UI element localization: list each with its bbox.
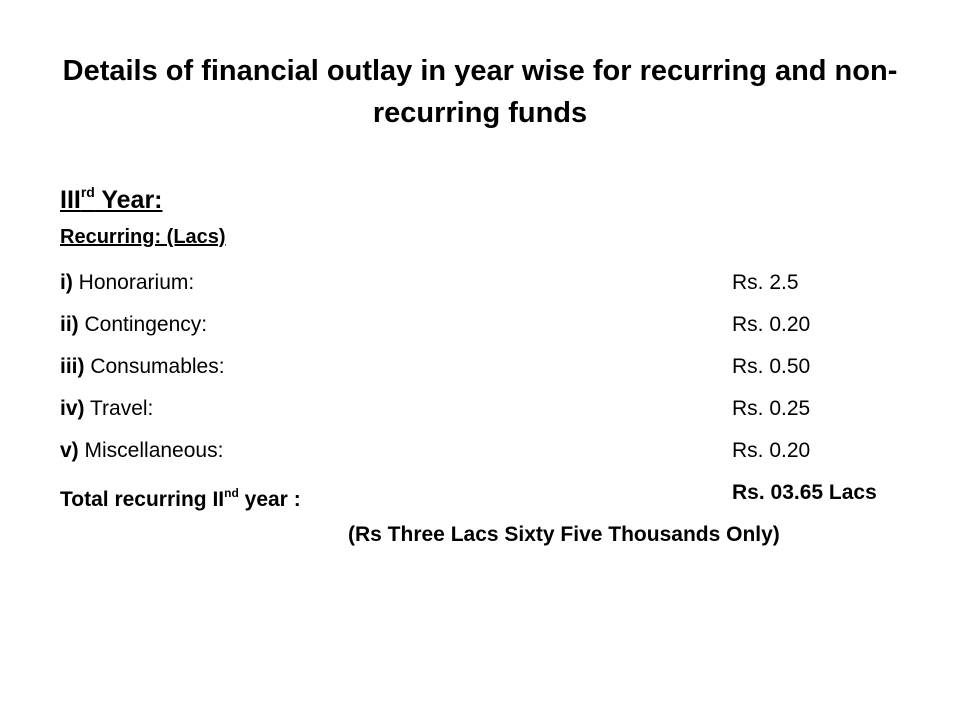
- line-item-consumables: [60, 350, 920, 384]
- line-item-amount: Rs. 0.20: [732, 313, 811, 336]
- year-heading-rest: Year:: [94, 186, 163, 214]
- line-item-number: ii): [60, 313, 79, 336]
- line-item-number: i): [60, 271, 73, 294]
- line-item-amount: Rs. 0.25: [732, 397, 811, 420]
- slide-title: Details of financial outlay in year wise for recurring and non-recurring funds: [62, 55, 898, 129]
- total-amount: Rs. 03.65 Lacs: [732, 481, 877, 504]
- line-item-miscellaneous: [60, 434, 920, 468]
- line-item-label: [60, 308, 207, 342]
- line-item-text: Honorarium:: [72, 271, 195, 294]
- year-heading-base: III: [60, 186, 81, 214]
- line-item-amount: Rs. 0.20: [732, 439, 811, 462]
- line-item-honorarium: [60, 266, 920, 300]
- total-label-sup: nd: [224, 486, 239, 500]
- line-item-text: Consumables:: [84, 355, 225, 378]
- line-item-amount: Rs. 2.5: [732, 271, 799, 294]
- line-item-text: Travel:: [84, 397, 154, 420]
- line-item-label: [60, 266, 194, 300]
- year-heading-sup: rd: [80, 184, 95, 200]
- line-item-text: Miscellaneous:: [78, 439, 224, 462]
- line-item-number: iv): [60, 397, 85, 420]
- amount-in-words: (Rs Three Lacs Sixty Five Thousands Only): [348, 523, 780, 546]
- total-row: [60, 476, 920, 510]
- line-item-amount: Rs. 0.50: [732, 355, 811, 378]
- total-label: [60, 476, 301, 517]
- line-item-label: [60, 392, 153, 426]
- line-item-number: v): [60, 439, 79, 462]
- line-item-number: iii): [60, 355, 85, 378]
- line-item-label: [60, 434, 223, 468]
- year-heading: [60, 175, 163, 217]
- line-item-text: Contingency:: [78, 313, 208, 336]
- line-item-label: [60, 350, 225, 384]
- line-item-travel: [60, 392, 920, 426]
- total-label-rest: year :: [238, 488, 301, 511]
- total-label-base: Total recurring II: [60, 488, 225, 511]
- line-item-contingency: [60, 308, 920, 342]
- recurring-heading: Recurring: (Lacs): [60, 226, 226, 248]
